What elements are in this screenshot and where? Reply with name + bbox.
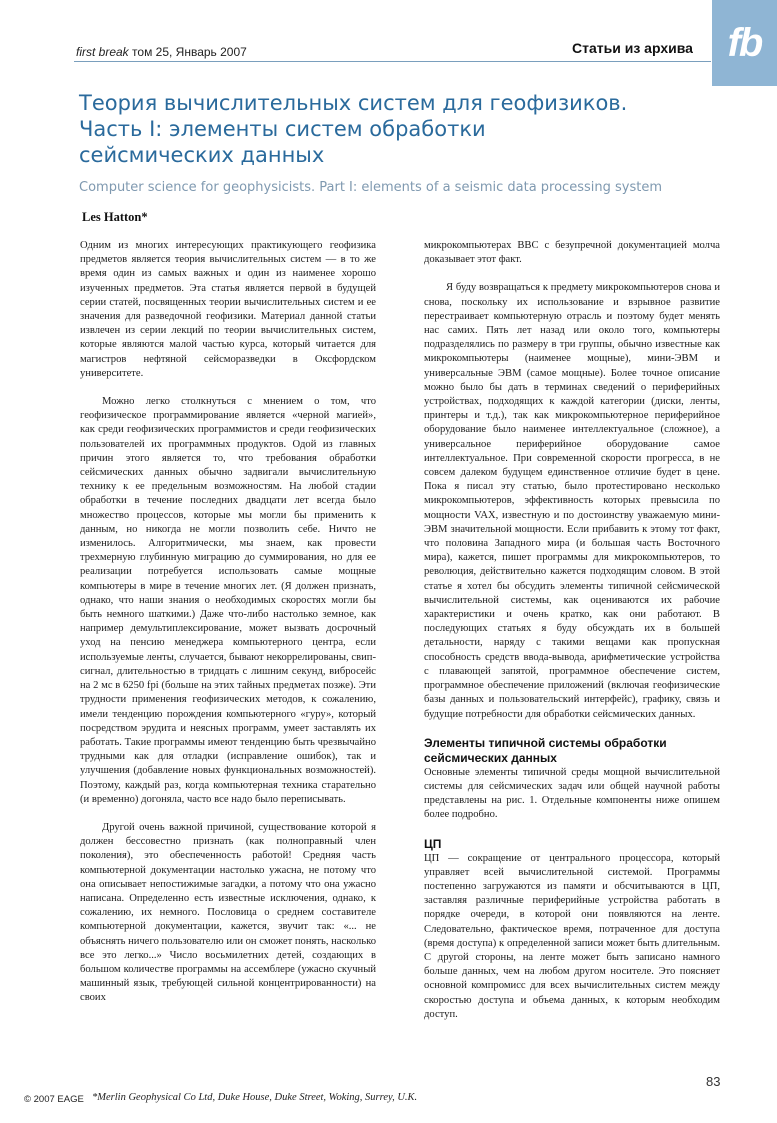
logo-text: fb (727, 20, 762, 65)
issue-info: том 25, Январь 2007 (132, 45, 247, 59)
section-label: Статьи из архива (572, 40, 693, 56)
section-heading: Элементы типичной системы обработки сейсмических данных (424, 735, 667, 765)
paragraph: Можно легко столкнуться с мнением о том, что геофизическое программирование является «черной магией», как среди геофизических программистов и среди геофизических пользователей их программных продуктов. Одой из главных причин этого является то, что требования обработки сейсмических данных обычно задвигали вычислительную технику к ее предельным возможностям. На любой стадии обработки в течение последних двадцати лет всегда было множество процессов, которые мы могли бы применить к данным, но никогда не могли позволить себе. Ничто не изменилось. Алгоритмически, мы знаем, как провести трехмерную глубинную миграцию до суммирования, но для ее реализации потребуется использовать самые мощные компьютеры в мире в течение многих лет. (Я должен признать, однако, что наши знания о необходимых скоростях могли бы быть немного шаткими.) Даже что-либо настолько земное, как например демультиплексирование, может вызвать досрочный уход на пенсию менеджера компьютерного центра, если используемые ленты, случается, бывают некоррелированы, свип-сигнал, длительностью в тридцать с лишним секунд, вибросейс на 2 мс в 6250 fpi (больше на этих тайных предметах позже). Эти трудности применения геофизических методов, к сожалению, имели тенденцию порождения компьютерного «гуру», который посредством эрудита и неясных программ, умеет заставлять их работать. Такие программы имеют тенденцию быть чрезвычайно трудными как для отладки (исправление ошибок), так и улучшения (добавление новых функциональных возможностей). Поэтому, каждый раз, когда компьютерная техника старательно (и временно) догоняла, часто все надо было переписывать. (80, 396, 376, 805)
right-column (424, 239, 720, 1036)
journal-logo (712, 0, 777, 86)
article-title: Теория вычислительных систем для геофизиков. Часть I: элементы систем обработки сейсмических данных (79, 91, 628, 167)
article-subtitle: Computer science for geophysicists. Part I: elements of a seismic data processing system (79, 180, 662, 195)
paragraph: Я буду возвращаться к предмету микрокомпьютеров снова и снова, поскольку их использование и взрывное развитие перестраивает компьютерную отрасль и поэтому будет менять нас самих. Пять лет назад или около того, компьютеры подразделялись по размеру в три группы, обычно известные как микрокомпьютеры (наименее мощные), мини-ЭВМ и универсальные ЭВМ (самое мощные). Более точное описание можно было бы дать в терминах сведений о периферийных устройствах, подходящих к каждой категории (диски, ленты, принтеры и т.д.), так как микрокомпьютерное периферийное оборудование было наименее интеллектуальное (сложное), а универсальное периферийное оборудование самое интеллектуальное. При современной скорости прогресса, в не совсем далеком будущем единственное отличие будет в цене. Пока я писал эту статью, было протестировано несколько микрокомпьютеров, эффективность которых превысила по мощности VAX, известную и по достоинству уважаемую мини-ЭВМ значительной мощности. Если прибавить к этому тот факт, что половина Западного мира (и большая часть Восточного мира), кажется, пишет программы для микрокомпьютеров, то революция, действительно кажется подходящим словом. В этой статье я хотел бы обсудить элементы типичной сейсмической вычислительной системы, как оцениваются их рабочие характеристики и очень кратко, как они работают. В последующих статьях я буду обсуждать их в большей детальности, наряду с такими вещами как пропускная способность средств ввода-вывода, арифметические устройства с плавающей запятой, программное обеспечение систем, программное обеспечение приложений (включая геофизические базы данных и пользовательский интерфейс), графику, связь и будущие потребности для обработки сейсмических данных. (424, 282, 720, 720)
paragraph: ЦП — сокращение от центрального процессора, который управляет всей вычислительной системой. Программы постепенно загружаются из памяти и обсчитываются в ЦП, заставляя различные периферийные устройства работать в порядке очереди, в которой они появляются на ленте. Следовательно, фактическое время, потраченное для доступа (время доступа) к определенной записи может быть длительным. С другой стороны, на ленте может быть записано намного больше данных, чем на любом другом носителе. Это поясняет основной компромисс для всех вычислительных систем между скоростью доступа и объема данных, к которым необходим доступ. (424, 852, 720, 1020)
paragraph: Другой очень важной причиной, существование которой я должен бессовестно признать (как полноправный член поколения), это обеспеченность работой! Средняя часть компьютерной документации настолько ужасна, не потому что она описывает непостижимые загадки, а потому что она ужасно написана. Определенно есть известные исключения, однако, к сожалению, их немного. Пословица о среднем составителе компьютерной документации, кажется, звучит так: «... не объяснять ничего пользователю или он сможет понять, насколько все это легко...» Число восьмилетних детей, создающих в большом количестве программы на ассемблере (ужасно скучный машинный язык, требующей сильной концентрированности) на своих (80, 821, 376, 1004)
left-column (80, 239, 376, 1020)
header-divider (74, 61, 711, 62)
paragraph: Одним из многих интересующих практикующего геофизика предметов является теория вычислительных систем — в то же время один из самых важных и один из наименее хорошо изученных предметов. Эта статья является первой в будущей серии статей, посвященных теории вычислительных систем и ее значения для разведочной геофизики. Материал данной статьи извлечен из серии лекций по теории вычислительных систем, которые являются малой частью курса, который читается для магистров нефтяной сейсморазведки в Оксфордском университете. (80, 240, 376, 379)
journal-name: first break (76, 45, 129, 59)
author-affiliation: *Merlin Geophysical Co Ltd, Duke House, Duke Street, Woking, Surrey, U.K. (92, 1092, 418, 1103)
paragraph: Основные элементы типичной среды мощной вычислительной системы для сейсмических задач или общей научной работы представлены на рис. 1. Отдельные компоненты ниже опишем более подробно. (424, 766, 720, 821)
paragraph: микрокомпьютерах BBC с безупречной документацией молча доказывает этот факт. (424, 240, 720, 266)
author-name: Les Hatton* (82, 210, 148, 224)
copyright-notice: © 2007 EAGE (24, 1094, 84, 1105)
page-number: 83 (706, 1074, 721, 1089)
section-heading: ЦП (424, 836, 442, 851)
running-header (76, 45, 247, 59)
